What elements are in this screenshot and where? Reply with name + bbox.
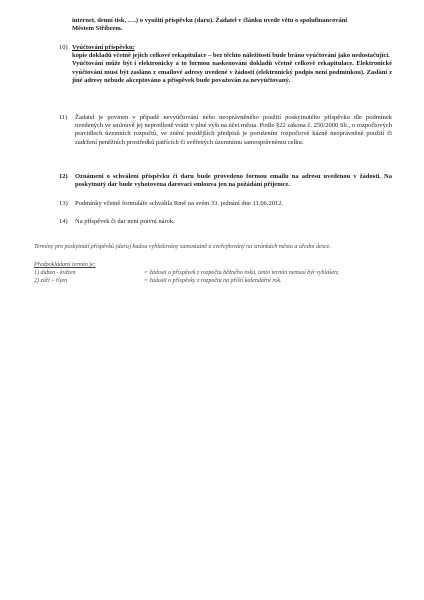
item-10-paragraph-2: Vyúčtování může být i elektronicky a to formou naskenování dokladů včetně celkové rekapitulace. Elektronické vyúčtování musí být zasláno z emailové adresy uvedené v žádosti (elektronický podpis není podmínkou). Zaslání z jiné adresy nebude akceptováno a příspěvek bude považován za nevyúčtovaný. — [72, 60, 392, 84]
terms-row-1-desc: = žádosti o příspěvek z rozpočtu běžného roku, tento termín nemusí být vyhlášen; — [144, 270, 340, 276]
intro-line-2: Městem Stříbrem. — [72, 25, 123, 33]
item-10-paragraph-1: kopie dokladů včetně jejich celkové rekapitulace – bez těchto náležitostí bude bráno vyúčtování jako nedostačující. — [72, 52, 390, 60]
terms-row-2-period: 2) září – říjen — [34, 278, 68, 284]
item-10 — [72, 44, 392, 85]
terms-row-1-period: 1) duben - květen — [34, 270, 76, 276]
item-13-number: 13) — [59, 200, 68, 207]
terms-row-2-desc: = žádosti o příspěvky z rozpočtu na příští kalendářní rok. — [144, 278, 282, 284]
terms-heading: Předpokládaný termín je: — [34, 262, 96, 268]
item-14-number: 14) — [59, 218, 68, 225]
item-10-heading: Vyúčtování příspěvku: — [72, 44, 135, 51]
item-12-number: 12) — [59, 173, 68, 180]
item-11-text: Žadatel je povinen v případě nevyúčtování nebo neoprávněného použití poskytnutého příspěvku dle podmínek uvedených ve smlouvě jej neprodleně vrátit v plné výši na účet města. Podle §22 zákona č. 250/2000 Sb., o rozpočtových pravidlech územních rozpočtů, ve znění pozdějších předpisů je porušením rozpočtové kázně neoprávněné použití či zadržení peněžních prostředků patřících či svěřených územnímu samosprávnému celku. — [75, 114, 392, 146]
item-10-number: 10) — [59, 44, 68, 51]
intro-line-1: internet, denní tisk, ….) o využití příspěvku (daru). Žadatel v článku uvede větu o spolufinancování — [72, 17, 348, 24]
item-14-text: Na příspěvek či dar není právní nárok. — [75, 218, 175, 225]
intro-text — [72, 17, 392, 33]
terms-intro: Termíny pro poskytnutí příspěvků (daru) budou vyhlašovány samostatně a zveřejňovány na stránkách města a úřední desce. — [34, 244, 331, 250]
item-13-text: Podmínky včetně formuláře schválila Rmě na svém 33. jednání dne 11.06.2012. — [75, 200, 284, 207]
item-12-text: Oznámení o schválení příspěvku či daru bude provedeno formou emailu na adresu uvedenou v žádosti. Na poskytnutý dar bude vyhotovena darovací smlouva jen na požádání příjemce. — [75, 173, 392, 189]
item-11-number: 11) — [59, 114, 68, 121]
